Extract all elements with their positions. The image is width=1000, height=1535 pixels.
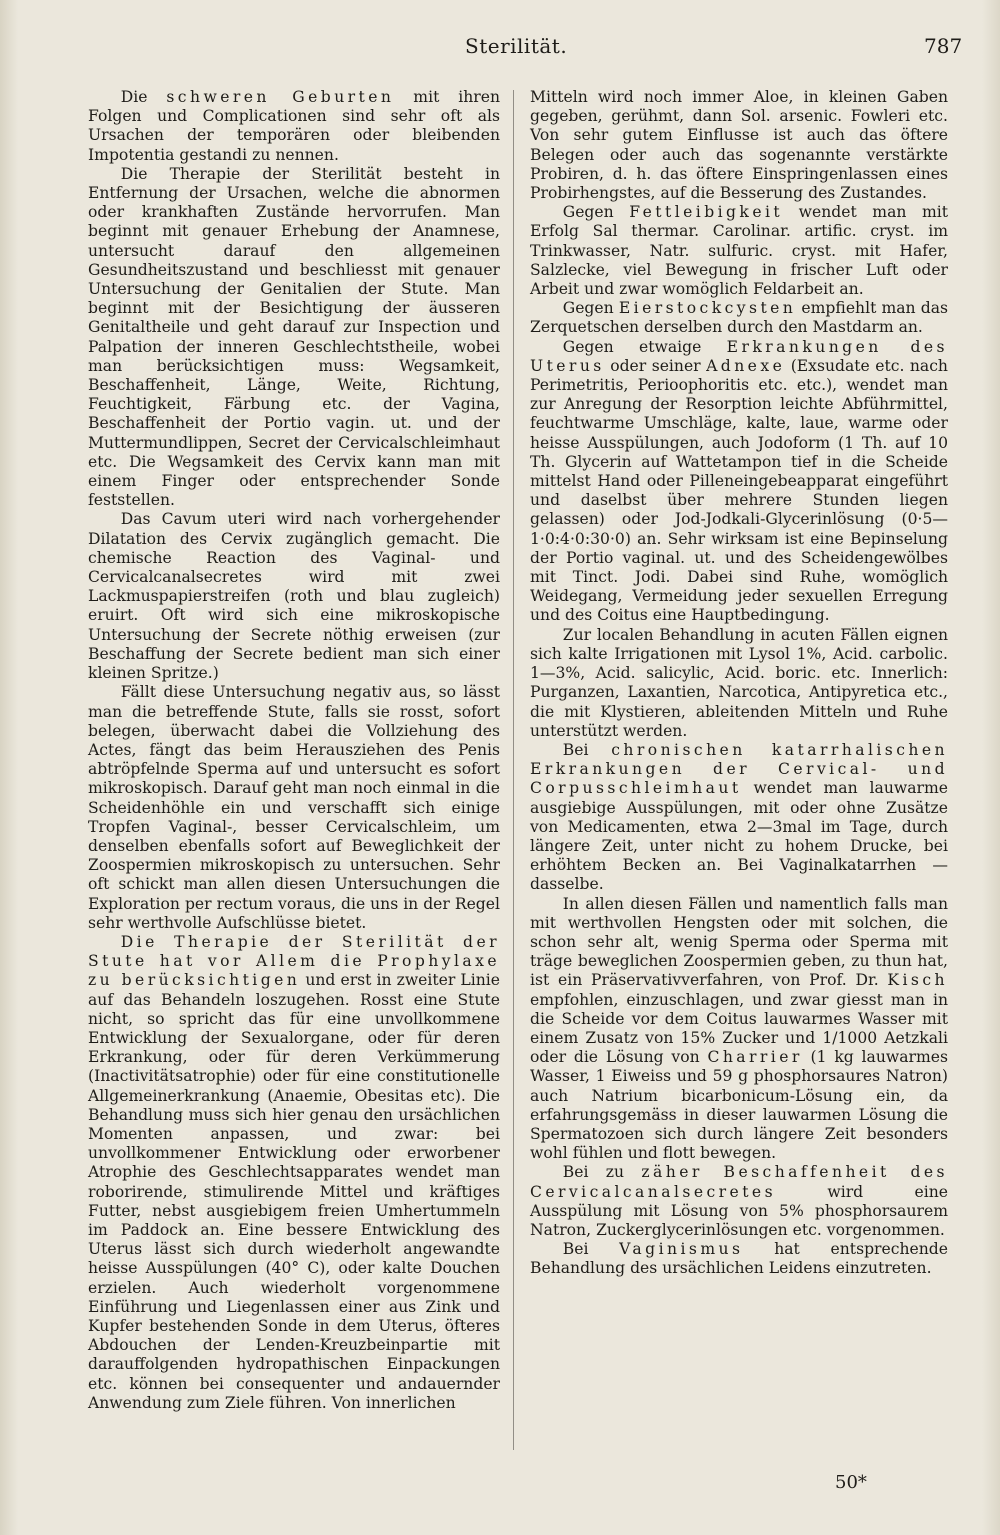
emphasis-text: Charrier [707,1048,803,1067]
text-run: mit ihren Folgen und Complicationen sind sehr oft als Ursachen der temporären oder bleibenden Impotentia gestandi zu nennen. [88,88,500,164]
emphasis-text: Vaginismus [619,1240,744,1259]
text-run: wendet man mit Erfolg Sal thermar. Carolinar. artific. cryst. im Trinkwasser, Natr. sulfuric. cryst. mit Hafer, Salzlecke, viel Bewegung in frischer Luft oder Arbeit und zwar womöglich Feldarbeit an. [530,203,948,299]
text-run: hat entsprechende Behandlung des ursächlichen Leidens einzutreten. [530,1240,948,1278]
paragraph: Mitteln wird noch immer Aloe, in kleinen Gaben gegeben, gerühmt, dann Sol. arsenic. Fowleri etc. Von sehr gutem Einflusse ist auch das öftere Belegen oder auch das sogenannte verstärkte Probiren, d. h. das öftere Einspringenlassen eines Probirhengstes, auf die Besserung des Zustandes. [530,88,948,203]
emphasis-text: zäher Beschaffenheit des Cervicalcanalsecretes [530,1163,948,1201]
paragraph [530,1240,948,1278]
running-title: Sterilität. [465,34,568,58]
emphasis-text: Die Therapie der Sterilität der Stute hat vor Allem die Prophylaxe zu berücksichtigen [88,932,500,990]
paragraph [530,338,948,626]
column-divider [513,90,514,1450]
signature-mark: 50* [835,1472,867,1493]
text-run: oder seiner [604,356,707,375]
paragraph [530,203,948,299]
text-run: empfiehlt man das Zerquetschen derselben durch den Mastdarm an. [530,299,949,337]
text-run: Gegen [562,203,630,222]
emphasis-text: Adnexe [706,356,786,375]
paragraph: Zur localen Behandlung in acuten Fällen eignen sich kalte Irrigationen mit Lysol 1%, Acid. carbolic. 1—3%, Acid. salicylic, Acid. boric. etc. Innerlich: Purganzen, Laxantien, Narcotica, Antipyretica etc., die mit Klystieren, ableitenden Mitteln und Ruhe unterstützt werden. [530,625,948,740]
text-run: In allen diesen Fällen und namentlich falls man mit werthvollen Hengsten oder mit solchen, die schon sehr alt, wenig Sperma oder Sperma mit träge beweglichen Zoospermien geben, zu thun hat, ist ein Präservativverfahren, von Prof. Dr. [530,894,948,990]
paragraph [530,741,948,895]
text-run: (1 kg lauwarmes Wasser, 1 Eiweiss und 59 g phosphorsaures Natron) auch Natrium bicarbonicum-Lösung ein, da erfahrungsgemäss in dieser lauwarmen Lösung die Spermatozoen sich durch längere Zeit besonders wohl fühlen und flott bewegen. [530,1048,948,1163]
paragraph: Die Therapie der Sterilität besteht in Entfernung der Ursachen, welche die abnormen oder krankhaften Zustände hervorrufen. Man beginnt mit genauer Erhebung der Anamnese, untersucht darauf den allgemeinen Gesundheitszustand und beschliesst mit genauer Untersuchung der Genitalien der Stute. Man beginnt mit der Besichtigung der äusseren Genitaltheile und geht darauf zur Inspection und Palpation der inneren Geschlechtstheile, wobei man berücksichtigen muss: Wegsamkeit, Beschaffenheit, Länge, Weite, Richtung, Feuchtigkeit, Färbung etc. der Vagina, Beschaffenheit der Portio vagin. ut. und der Muttermundlippen, Secret der Cervicalschleimhaut etc. Die Wegsamkeit des Cervix kann man mit einem Finger oder entsprechender Sonde feststellen. [88,164,500,510]
text-run: Bei [562,1240,620,1259]
text-run: wendet man lauwarme ausgiebige Ausspülungen, mit oder ohne Zusätze von Medicamenten, etwa 2—3mal im Tage, durch längere Zeit, unter nicht zu hohem Drucke, bei erhöhtem Becken an. Bei Vaginalkatarrhen — dasselbe. [530,779,948,894]
paragraph [530,895,948,1164]
emphasis-text: Eierstockcysten [618,299,797,318]
emphasis-text: Kisch [887,971,948,990]
page-header [0,34,1000,64]
paragraph [88,933,500,1413]
page-number: 787 [924,34,963,58]
emphasis-text: schweren Geburten [166,88,395,106]
text-run: (Exsudate etc. nach Perimetritis, Perioophoritis etc. etc.), wendet man zur Anregung der Resorption leichte Abführmittel, feuchtwarme Umschläge, kalte, laue, warme oder heisse Ausspülungen, auch Jodoform (1 Th. auf 10 Th. Glycerin auf Wattetampon tief in die Scheide mittelst Hand oder Pilleneingebeapparat eingeführt und daselbst über mehrere Stunden liegen gelassen) oder Jod-Jodkali-Glycerinlösung (0·5—1·0:4·0:30·0) an. Sehr wirksam ist eine Bepinselung der Portio vaginal. ut. und des Scheidengewölbes mit Tinct. Jodi. Dabei sind Ruhe, womöglich Weidegang, Vermeidung jeder sexuellen Erregung und des Coitus eine Hauptbedingung. [530,356,948,625]
emphasis-text: chronischen katarrhalischen Erkrankungen der Cervical- und Corpusschleimhaut [530,740,948,798]
paragraph: Das Cavum uteri wird nach vorhergehender Dilatation des Cervix zugänglich gemacht. Die chemische Reaction des Vaginal- und Cervicalcanalsecretes wird mit zwei Lackmuspapierstreifen (roth und blau zugleich) eruirt. Oft wird sich eine mikroskopische Untersuchung der Secrete nöthig erweisen (zur Beschaffung der Secrete bedient man sich einer kleinen Spritze.) [88,510,500,683]
text-run: Bei zu [562,1163,642,1182]
emphasis-text: Erkrankungen des Uterus [530,337,948,375]
text-run: Gegen [562,299,619,318]
paragraph: Fällt diese Untersuchung negativ aus, so lässt man die betreffende Stute, falls sie rosst, sofort belegen, überwacht dabei die Vollziehung des Actes, fängt das beim Herausziehen des Penis abtröpfelnde Sperma auf und untersucht es sofort mikroskopisch. Darauf geht man noch einmal in die Scheidenhöhle ein und verschafft sich einige Tropfen Vaginal-, besser Cervicalschleim, um denselben ebenfalls sofort auf Beweglichkeit der Zoospermien mikroskopisch zu untersuchen. Sehr oft schickt man allen diesen Untersuchungen die Exploration per rectum voraus, die uns in der Regel sehr werthvolle Aufschlüsse bietet. [88,683,500,932]
text-run: Gegen etwaige [562,337,727,356]
text-run: Die [120,88,167,106]
right-column [530,88,948,1279]
paragraph [530,299,948,337]
paragraph [530,1163,948,1240]
left-column [88,88,500,1413]
text-run: empfohlen, einzuschlagen, und zwar giesst man in die Scheide vor dem Coitus lauwarmes Wasser mit einem Zusatz von 15% Zucker und 1/1000 Aetzkali oder die Lösung von [530,990,948,1067]
emphasis-text: Fettleibigkeit [629,203,784,222]
paragraph [88,88,500,165]
text-run: und erst in zweiter Linie auf das Behandeln loszugehen. Rosst eine Stute nicht, so spricht das für eine unvollkommene Entwicklung der Sexualorgane, oder für deren Erkrankung, oder für deren Verkümmerung (Inactivitätsatrophie) oder für eine constitutionelle Allgemeinerkrankung (Anaemie, Obesitas etc). Die Behandlung muss sich hier genau den ursächlichen Momenten anpassen, und zwar: bei unvollkommener Entwicklung oder erworbener Atrophie des Geschlechtsapparates wendet man roborirende, stimulirende Mittel und kräftiges Futter, nebst ausgiebigem freien Umhertummeln im Paddock an. Eine bessere Entwicklung des Uterus lässt sich durch wiederholt angewandte heisse Ausspülungen (40° C), oder kalte Douchen erzielen. Auch wiederholt vorgenommene Einführung und Liegenlassen einer aus Zink und Kupfer bestehenden Sonde in dem Uterus, öfteres Abdouchen der Lenden-Kreuzbeinpartie mit darauffolgenden hydropathischen Einpackungen etc. können bei consequenter und andauernder Anwendung zum Ziele führen. Von innerlichen [88,971,501,1412]
text-run: Bei [562,740,612,759]
text-run: wird eine Ausspülung mit Lösung von 5% phosphorsaurem Natron, Zuckerglycerinlösungen etc. vorgenommen. [530,1182,948,1239]
